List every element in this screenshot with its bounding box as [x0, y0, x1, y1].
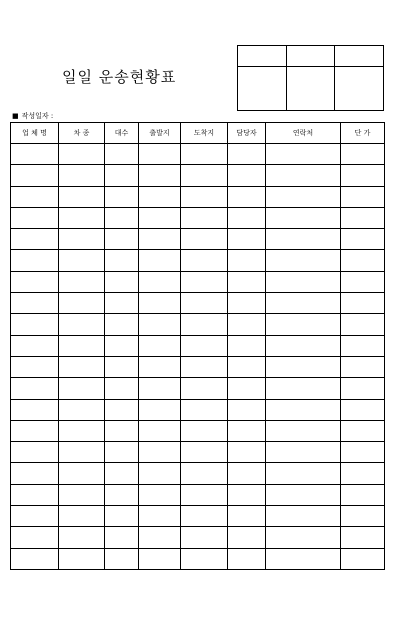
- table-cell[interactable]: [181, 399, 228, 420]
- table-cell[interactable]: [266, 463, 341, 484]
- table-cell[interactable]: [228, 250, 266, 271]
- table-cell[interactable]: [181, 314, 228, 335]
- table-cell[interactable]: [105, 207, 139, 228]
- table-cell[interactable]: [59, 335, 105, 356]
- table-cell[interactable]: [228, 293, 266, 314]
- table-cell[interactable]: [341, 484, 385, 505]
- table-row: [11, 165, 385, 186]
- table-row: [11, 335, 385, 356]
- column-header-destination: 도착지: [181, 123, 228, 144]
- table-cell[interactable]: [59, 463, 105, 484]
- table-cell[interactable]: [181, 293, 228, 314]
- table-cell[interactable]: [181, 527, 228, 548]
- table-cell[interactable]: [266, 144, 341, 165]
- table-cell[interactable]: [59, 207, 105, 228]
- table-cell[interactable]: [181, 378, 228, 399]
- table-row: [11, 293, 385, 314]
- document-title: 일일 운송현황표: [62, 68, 177, 86]
- transport-status-table: [10, 122, 385, 570]
- table-row: [11, 399, 385, 420]
- table-cell[interactable]: [11, 165, 59, 186]
- table-cell[interactable]: [228, 484, 266, 505]
- table-row: [11, 250, 385, 271]
- table-cell[interactable]: [59, 399, 105, 420]
- table-cell[interactable]: [181, 335, 228, 356]
- table-row: [11, 506, 385, 527]
- table-cell[interactable]: [266, 229, 341, 250]
- table-cell[interactable]: [11, 293, 59, 314]
- table-cell[interactable]: [139, 442, 181, 463]
- table-row: [11, 378, 385, 399]
- table-cell[interactable]: [59, 442, 105, 463]
- table-cell[interactable]: [181, 186, 228, 207]
- table-cell[interactable]: [59, 420, 105, 441]
- table-cell[interactable]: [139, 399, 181, 420]
- table-cell[interactable]: [105, 506, 139, 527]
- table-cell[interactable]: [105, 144, 139, 165]
- table-cell[interactable]: [105, 271, 139, 292]
- table-cell[interactable]: [266, 165, 341, 186]
- table-cell[interactable]: [266, 186, 341, 207]
- table-cell[interactable]: [59, 527, 105, 548]
- table-row: [11, 144, 385, 165]
- table-cell[interactable]: [105, 229, 139, 250]
- table-cell[interactable]: [11, 229, 59, 250]
- square-bullet-icon: ■: [12, 112, 19, 120]
- table-row: [11, 463, 385, 484]
- column-header-manager: 담당자: [228, 123, 266, 144]
- table-cell[interactable]: [341, 356, 385, 377]
- table-cell[interactable]: [341, 144, 385, 165]
- table-cell[interactable]: [105, 548, 139, 569]
- table-cell[interactable]: [11, 484, 59, 505]
- table-cell[interactable]: [266, 271, 341, 292]
- column-header-unit-price: 단 가: [341, 123, 385, 144]
- table-cell[interactable]: [105, 399, 139, 420]
- approval-signature-box: [237, 45, 384, 111]
- table-cell[interactable]: [341, 442, 385, 463]
- table-cell[interactable]: [266, 484, 341, 505]
- table-cell[interactable]: [181, 165, 228, 186]
- table-cell[interactable]: [181, 484, 228, 505]
- table-cell[interactable]: [181, 144, 228, 165]
- table-cell[interactable]: [59, 186, 105, 207]
- table-cell[interactable]: [105, 250, 139, 271]
- table-cell[interactable]: [266, 250, 341, 271]
- table-cell[interactable]: [266, 378, 341, 399]
- column-header-contact: 연락처: [266, 123, 341, 144]
- table-cell[interactable]: [11, 250, 59, 271]
- table-cell[interactable]: [341, 335, 385, 356]
- table-cell[interactable]: [59, 144, 105, 165]
- approval-header-cell: [286, 46, 335, 67]
- column-header-quantity: 대수: [105, 123, 139, 144]
- table-cell[interactable]: [59, 548, 105, 569]
- table-cell[interactable]: [105, 293, 139, 314]
- table-cell[interactable]: [11, 548, 59, 569]
- table-cell[interactable]: [341, 165, 385, 186]
- table-cell[interactable]: [139, 293, 181, 314]
- table-cell[interactable]: [105, 484, 139, 505]
- table-row: [11, 442, 385, 463]
- table-cell[interactable]: [105, 378, 139, 399]
- table-cell[interactable]: [266, 314, 341, 335]
- column-header-vehicle-type: 차 종: [59, 123, 105, 144]
- table-cell[interactable]: [341, 399, 385, 420]
- table-cell[interactable]: [59, 165, 105, 186]
- table-cell[interactable]: [228, 442, 266, 463]
- table-cell[interactable]: [105, 165, 139, 186]
- table-cell[interactable]: [139, 463, 181, 484]
- table-row: [11, 207, 385, 228]
- table-cell[interactable]: [341, 420, 385, 441]
- table-row: [11, 420, 385, 441]
- table-cell[interactable]: [266, 548, 341, 569]
- table-cell[interactable]: [341, 271, 385, 292]
- table-cell[interactable]: [341, 250, 385, 271]
- table-cell[interactable]: [139, 506, 181, 527]
- table-cell[interactable]: [181, 207, 228, 228]
- table-cell[interactable]: [11, 314, 59, 335]
- table-cell[interactable]: [59, 229, 105, 250]
- table-cell[interactable]: [228, 314, 266, 335]
- table-cell[interactable]: [139, 378, 181, 399]
- table-row: [11, 356, 385, 377]
- table-cell[interactable]: [139, 165, 181, 186]
- table-cell[interactable]: [11, 186, 59, 207]
- table-cell[interactable]: [59, 378, 105, 399]
- table-cell[interactable]: [11, 271, 59, 292]
- table-cell[interactable]: [228, 335, 266, 356]
- table-cell[interactable]: [266, 506, 341, 527]
- table-cell[interactable]: [59, 314, 105, 335]
- table-cell[interactable]: [59, 271, 105, 292]
- table-cell[interactable]: [228, 207, 266, 228]
- table-cell[interactable]: [228, 420, 266, 441]
- table-row: [11, 186, 385, 207]
- table-row: [11, 527, 385, 548]
- table-cell[interactable]: [11, 356, 59, 377]
- table-cell[interactable]: [11, 207, 59, 228]
- table-cell[interactable]: [11, 463, 59, 484]
- table-cell[interactable]: [341, 527, 385, 548]
- table-cell[interactable]: [341, 314, 385, 335]
- date-label: 작성일자 :: [21, 112, 54, 120]
- table-cell[interactable]: [341, 506, 385, 527]
- table-row: [11, 271, 385, 292]
- table-cell[interactable]: [105, 442, 139, 463]
- table-cell[interactable]: [139, 484, 181, 505]
- table-cell[interactable]: [266, 207, 341, 228]
- table-cell[interactable]: [341, 229, 385, 250]
- table-cell[interactable]: [105, 314, 139, 335]
- table-cell[interactable]: [59, 250, 105, 271]
- table-cell[interactable]: [139, 250, 181, 271]
- table-cell[interactable]: [228, 399, 266, 420]
- table-cell[interactable]: [266, 442, 341, 463]
- table-cell[interactable]: [228, 356, 266, 377]
- table-cell[interactable]: [139, 144, 181, 165]
- table-cell[interactable]: [181, 250, 228, 271]
- table-cell[interactable]: [11, 527, 59, 548]
- table-cell[interactable]: [228, 229, 266, 250]
- table-cell[interactable]: [266, 356, 341, 377]
- table-cell[interactable]: [105, 420, 139, 441]
- table-cell[interactable]: [105, 356, 139, 377]
- table-cell[interactable]: [139, 335, 181, 356]
- column-header-origin: 출발지: [139, 123, 181, 144]
- table-row: [11, 484, 385, 505]
- table-cell[interactable]: [266, 293, 341, 314]
- approval-sign-cell: [238, 67, 287, 111]
- approval-header-cell: [335, 46, 384, 67]
- table-cell[interactable]: [139, 229, 181, 250]
- approval-header-cell: [238, 46, 287, 67]
- table-cell[interactable]: [139, 314, 181, 335]
- table-cell[interactable]: [266, 527, 341, 548]
- table-cell[interactable]: [228, 165, 266, 186]
- table-cell[interactable]: [228, 463, 266, 484]
- table-cell[interactable]: [341, 548, 385, 569]
- table-cell[interactable]: [105, 463, 139, 484]
- column-header-company: 업 체 명: [11, 123, 59, 144]
- table-cell[interactable]: [341, 378, 385, 399]
- table-cell[interactable]: [139, 207, 181, 228]
- date-line: [12, 111, 53, 121]
- table-cell[interactable]: [139, 271, 181, 292]
- table-cell[interactable]: [341, 186, 385, 207]
- table-cell[interactable]: [11, 399, 59, 420]
- table-cell[interactable]: [11, 378, 59, 399]
- approval-sign-cell: [286, 67, 335, 111]
- table-row: [11, 548, 385, 569]
- table-header-row: [11, 123, 385, 144]
- table-cell[interactable]: [228, 271, 266, 292]
- table-cell[interactable]: [11, 335, 59, 356]
- table-cell[interactable]: [228, 506, 266, 527]
- table-cell[interactable]: [228, 378, 266, 399]
- table-cell[interactable]: [139, 548, 181, 569]
- table-cell[interactable]: [341, 207, 385, 228]
- table-cell[interactable]: [266, 420, 341, 441]
- table-cell[interactable]: [105, 335, 139, 356]
- table-cell[interactable]: [341, 293, 385, 314]
- table-cell[interactable]: [228, 144, 266, 165]
- table-row: [11, 229, 385, 250]
- table-cell[interactable]: [139, 420, 181, 441]
- table-cell[interactable]: [181, 356, 228, 377]
- table-cell[interactable]: [105, 527, 139, 548]
- table-cell[interactable]: [59, 293, 105, 314]
- table-cell[interactable]: [105, 186, 139, 207]
- table-cell[interactable]: [266, 335, 341, 356]
- table-cell[interactable]: [181, 506, 228, 527]
- table-cell[interactable]: [181, 420, 228, 441]
- table-cell[interactable]: [181, 548, 228, 569]
- table-cell[interactable]: [181, 463, 228, 484]
- table-cell[interactable]: [11, 442, 59, 463]
- table-cell[interactable]: [266, 399, 341, 420]
- table-cell[interactable]: [11, 420, 59, 441]
- table-cell[interactable]: [59, 484, 105, 505]
- table-cell[interactable]: [11, 506, 59, 527]
- table-cell[interactable]: [181, 442, 228, 463]
- table-cell[interactable]: [228, 548, 266, 569]
- table-cell[interactable]: [59, 356, 105, 377]
- table-cell[interactable]: [228, 186, 266, 207]
- table-cell[interactable]: [139, 527, 181, 548]
- table-cell[interactable]: [139, 186, 181, 207]
- table-cell[interactable]: [181, 229, 228, 250]
- table-cell[interactable]: [139, 356, 181, 377]
- table-cell[interactable]: [341, 463, 385, 484]
- approval-sign-cell: [335, 67, 384, 111]
- table-cell[interactable]: [228, 527, 266, 548]
- table-cell[interactable]: [181, 271, 228, 292]
- table-cell[interactable]: [11, 144, 59, 165]
- table-cell[interactable]: [59, 506, 105, 527]
- table-row: [11, 314, 385, 335]
